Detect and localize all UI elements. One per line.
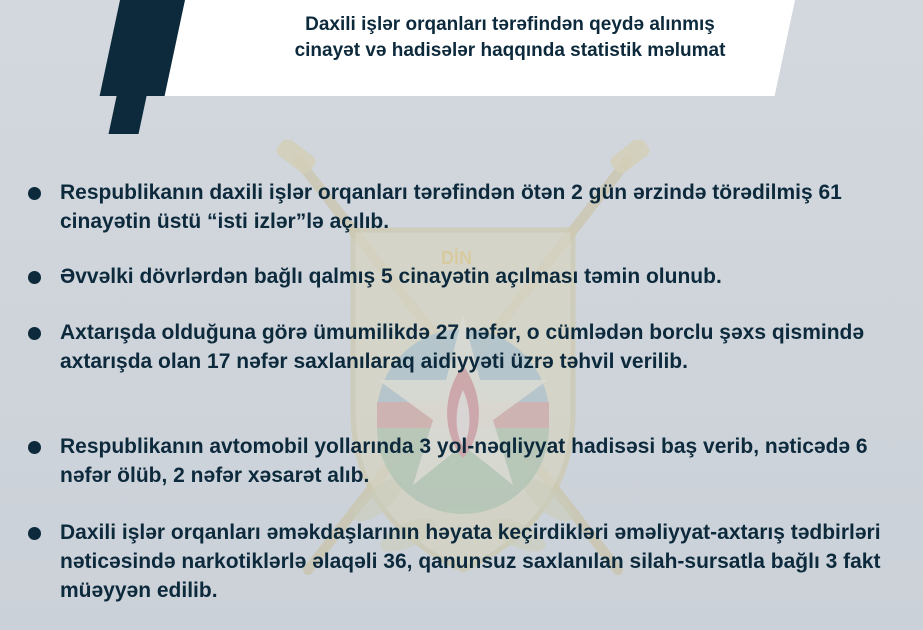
page-title: [170, 12, 850, 64]
list-item: [60, 432, 900, 490]
fact-text: Respublikanın avtomobil yollarında 3 yol-nəqliyyat hadisəsi baş verib, nəticədə 6 nəfər ölüb, 2 nəfər xəsarət alıb.: [60, 435, 868, 487]
page-title-line-2: cinayət və hadisələr haqqında statistik məlumat: [294, 40, 726, 61]
list-item: [60, 262, 900, 291]
bullet-icon: [28, 441, 41, 454]
bullet-icon: [28, 327, 41, 340]
bullet-icon: [28, 271, 41, 284]
list-item: [60, 178, 900, 236]
fact-text: Axtarışda olduğuna görə ümumilikdə 27 nəfər, o cümlədən borclu şəxs qismində axtarışda olan 17 nəfər saxlanılaraq aidiyyəti üzrə təhvil verilib.: [60, 321, 865, 373]
fact-text: Daxili işlər orqanları əməkdaşlarının həyata keçirdikləri əməliyyat-axtarış tədbirləri nəticəsində narkotiklərlə əlaqəli 36, qanunsuz saxlanılan silah-sursatla bağlı 3 fakt müəyyən edilib.: [60, 521, 881, 602]
fact-text: Əvvəlki dövrlərdən bağlı qalmış 5 cinayətin açılması təmin olunub.: [60, 265, 722, 288]
bullet-icon: [28, 527, 41, 540]
fact-text: Respublikanın daxili işlər orqanları tərəfindən ötən 2 gün ərzində törədilmiş 61 cinayətin üstü “isti izlər”lə açılıb.: [60, 181, 842, 233]
emblem-label: DİN: [441, 248, 472, 268]
page-title-line-1: Daxili işlər orqanları tərəfindən qeydə alınmış: [305, 14, 715, 35]
list-item: [60, 318, 900, 376]
bullet-icon: [28, 187, 41, 200]
list-item: [60, 518, 900, 605]
